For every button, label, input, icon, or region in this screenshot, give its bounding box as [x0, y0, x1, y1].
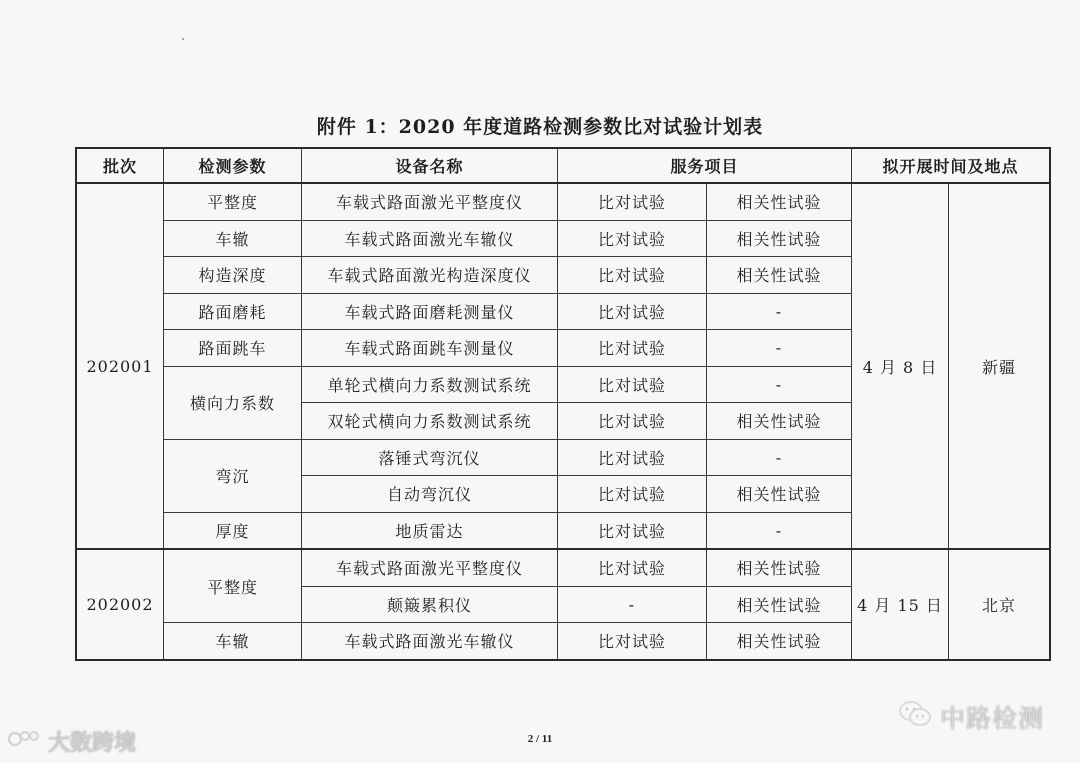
service-correlation: 相关性试验 — [707, 220, 852, 257]
device-name: 车载式路面磨耗测量仪 — [302, 293, 558, 330]
header-service: 服务项目 — [558, 149, 852, 184]
service-correlation: 相关性试验 — [707, 549, 852, 586]
param-name: 车辙 — [164, 623, 302, 660]
batch-id: 202001 — [77, 183, 164, 549]
device-name: 双轮式横向力系数测试系统 — [302, 403, 558, 440]
param-name: 路面磨耗 — [164, 293, 302, 330]
service-correlation: 相关性试验 — [707, 586, 852, 623]
watermark-right-text: 中路检测 — [940, 704, 1045, 733]
header-row — [77, 149, 1050, 184]
service-comparison: - — [558, 586, 707, 623]
service-comparison: 比对试验 — [558, 623, 707, 660]
batch-place: 新疆 — [949, 183, 1050, 549]
device-name: 自动弯沉仪 — [302, 476, 558, 513]
service-correlation: 相关性试验 — [707, 403, 852, 440]
service-correlation: - — [707, 366, 852, 403]
device-name: 车载式路面激光平整度仪 — [302, 549, 558, 586]
param-name: 平整度 — [164, 549, 302, 623]
param-name: 平整度 — [164, 183, 302, 220]
watermark-left — [8, 726, 136, 756]
param-name: 弯沉 — [164, 439, 302, 512]
service-correlation: - — [707, 330, 852, 367]
param-name: 厚度 — [164, 512, 302, 549]
device-name: 车载式路面激光构造深度仪 — [302, 257, 558, 294]
service-correlation: - — [707, 293, 852, 330]
param-name: 路面跳车 — [164, 330, 302, 367]
page-number: 2 / 11 — [527, 733, 553, 745]
wechat-icon — [898, 700, 932, 734]
param-name: 横向力系数 — [164, 366, 302, 439]
device-name: 车载式路面激光车辙仪 — [302, 623, 558, 660]
service-comparison: 比对试验 — [558, 549, 707, 586]
device-name: 颠簸累积仪 — [302, 586, 558, 623]
watermark-left-text: 大数跨境 — [48, 730, 137, 756]
device-name: 地质雷达 — [302, 512, 558, 549]
service-comparison: 比对试验 — [558, 512, 707, 549]
table-row — [77, 549, 1050, 586]
header-time-place: 拟开展时间及地点 — [852, 149, 1050, 184]
batch-place: 北京 — [949, 549, 1050, 659]
service-correlation: 相关性试验 — [707, 476, 852, 513]
service-comparison: 比对试验 — [558, 220, 707, 257]
table-row — [77, 183, 1050, 220]
param-name: 构造深度 — [164, 257, 302, 294]
batch-date: 4 月 15 日 — [852, 549, 949, 659]
header-device: 设备名称 — [302, 149, 558, 184]
service-correlation: 相关性试验 — [707, 183, 852, 220]
service-correlation: - — [707, 439, 852, 476]
service-comparison: 比对试验 — [558, 257, 707, 294]
device-name: 车载式路面激光车辙仪 — [302, 220, 558, 257]
service-comparison: 比对试验 — [558, 403, 707, 440]
batch-id: 202002 — [77, 549, 164, 659]
device-name: 单轮式横向力系数测试系统 — [302, 366, 558, 403]
device-name: 车载式路面激光平整度仪 — [302, 183, 558, 220]
service-correlation: 相关性试验 — [707, 257, 852, 294]
param-name: 车辙 — [164, 220, 302, 257]
watermark-right — [898, 700, 1044, 734]
plan-table — [76, 148, 1050, 660]
service-comparison: 比对试验 — [558, 476, 707, 513]
brand-logo-icon — [8, 727, 42, 755]
header-param: 检测参数 — [164, 149, 302, 184]
service-correlation: 相关性试验 — [707, 623, 852, 660]
service-correlation: - — [707, 512, 852, 549]
service-comparison: 比对试验 — [558, 439, 707, 476]
device-name: 车载式路面跳车测量仪 — [302, 330, 558, 367]
service-comparison: 比对试验 — [558, 366, 707, 403]
scan-speck — [182, 38, 184, 40]
batch-date: 4 月 8 日 — [852, 183, 949, 549]
service-comparison: 比对试验 — [558, 293, 707, 330]
service-comparison: 比对试验 — [558, 183, 707, 220]
device-name: 落锤式弯沉仪 — [302, 439, 558, 476]
header-batch: 批次 — [77, 149, 164, 184]
document-title: 附件 1：2020 年度道路检测参数比对试验计划表 — [316, 116, 764, 138]
service-comparison: 比对试验 — [558, 330, 707, 367]
